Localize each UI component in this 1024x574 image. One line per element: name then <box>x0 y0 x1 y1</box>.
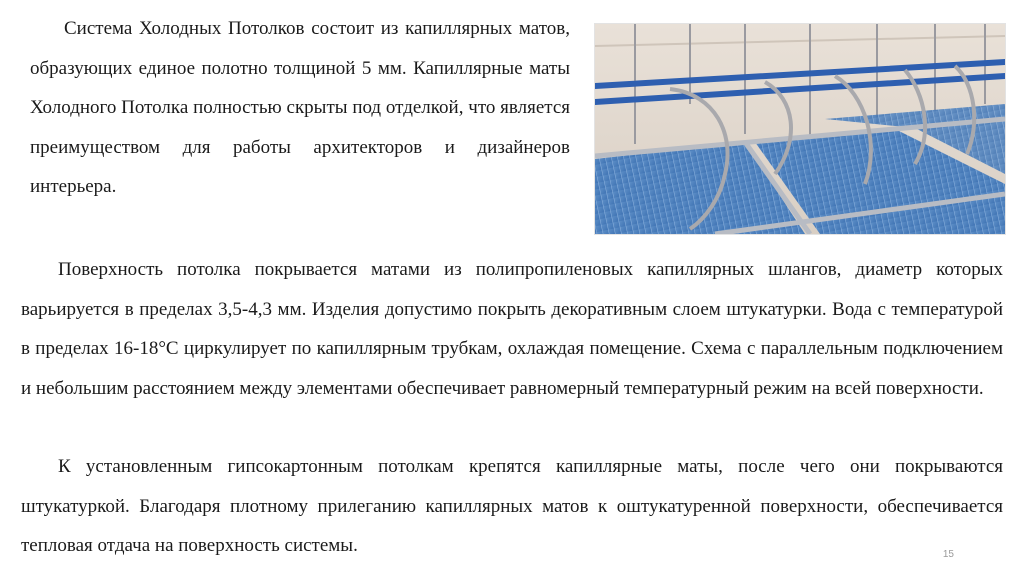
paragraph-installation: К установленным гипсокартонным потолкам крепятся капиллярные маты, после чего они покрываются штукатуркой. Благодаря плотному прилеганию капиллярных матов к оштукатуренной поверхности, обеспечивается тепловая отдача на поверхность системы. <box>21 456 1003 556</box>
paragraph-surface: Поверхность потолка покрывается матами из полипропиленовых капиллярных шлангов, диаметр которых варьируется в пределах 3,5-4,3 мм. Изделия допустимо покрыть декоративным слоем штукатурки. Вода с температурой в пределах 16-18°С циркулирует по капиллярным трубкам, охлаждая помещение. Схема с параллельным подключением и небольшим расстоянием между элементами обеспечивает равномерный температурный режим на всей поверхности. <box>21 259 1003 399</box>
capillary-ceiling-photo <box>594 23 1006 235</box>
paragraph-intro: Система Холодных Потолков состоит из капиллярных матов, образующих единое полотно толщиной 5 мм. Капиллярные маты Холодного Потолка полностью скрыты под отделкой, что является преимуществом для работы архитекторов и дизайнеров интерьера. <box>30 18 570 197</box>
page-number: 15 <box>942 549 954 560</box>
